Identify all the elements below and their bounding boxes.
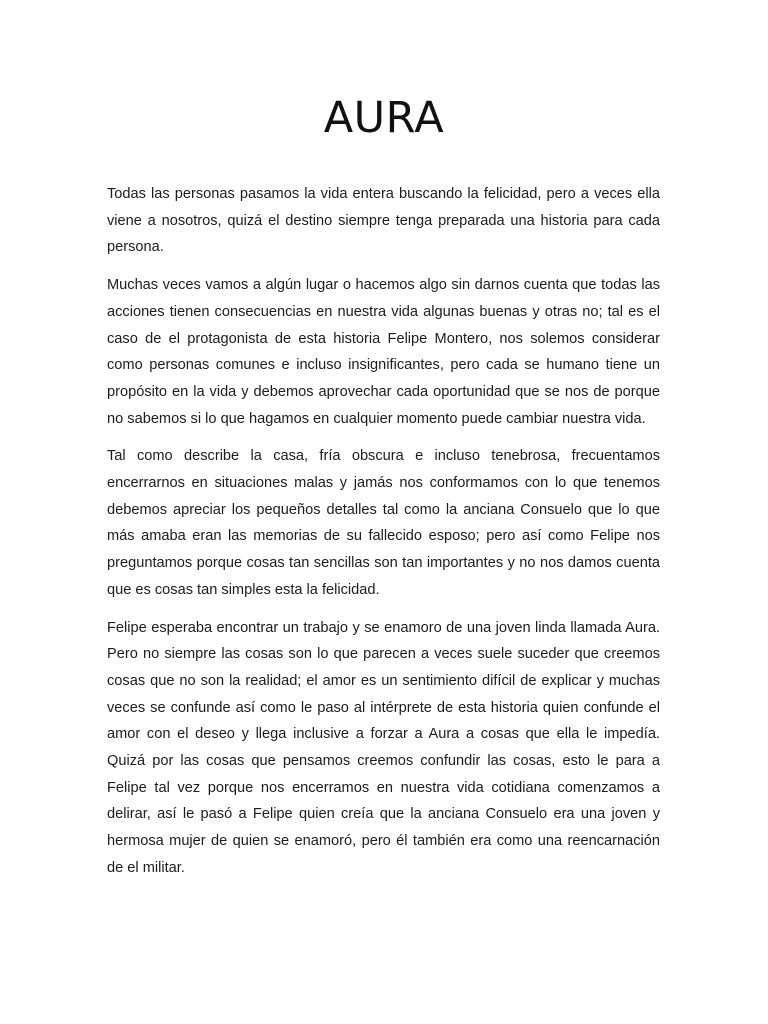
paragraph-2: Muchas veces vamos a algún lugar o hacemos algo sin darnos cuenta que todas las acciones tienen consecuencias en nuestra vida algunas buenas y otras no; tal es el caso de el protagonista de esta historia Felipe Montero, nos solemos considerar como personas comunes e incluso insignificantes, pero cada se humano tiene un propósito en la vida y debemos aprovechar cada oportunidad que se nos de porque no sabemos si lo que hagamos en cualquier momento puede cambiar nuestra vida. bbox=[107, 277, 660, 427]
document-body bbox=[107, 181, 660, 893]
paragraph-3: Tal como describe la casa, fría obscura e incluso tenebrosa, frecuentamos encerrarnos en situaciones malas y jamás nos conformamos con lo que tenemos debemos apreciar los pequeños detalles tal como la anciana Consuelo que lo que más amaba eran las memorias de su fallecido esposo; pero así como Felipe nos preguntamos porque cosas tan sencillas son tan importantes y no nos damos cuenta que es cosas tan simples esta la felicidad. bbox=[107, 448, 660, 598]
document-title: AURA bbox=[323, 93, 445, 143]
paragraph-1: Todas las personas pasamos la vida entera buscando la felicidad, pero a veces ella viene a nosotros, quizá el destino siempre tenga preparada una historia para cada persona. bbox=[107, 186, 660, 256]
paragraph-4: Felipe esperaba encontrar un trabajo y se enamoro de una joven linda llamada Aura. Pero no siempre las cosas son lo que parecen a veces suele suceder que creemos cosas que no son la realidad; el amor es un sentimiento difícil de explicar y muchas veces se confunde así como le paso al intérprete de esta historia quien confunde el amor con el deseo y llega inclusive a forzar a Aura a cosas que ella le impedía. Quizá por las cosas que pensamos creemos confundir las cosas, esto le para a Felipe tal vez porque nos encerramos en nuestra vida cotidiana comenzamos a delirar, así le pasó a Felipe quien creía que la anciana Consuelo era una joven y hermosa mujer de quien se enamoró, pero él también era como una reencarnación de el militar. bbox=[107, 619, 660, 876]
